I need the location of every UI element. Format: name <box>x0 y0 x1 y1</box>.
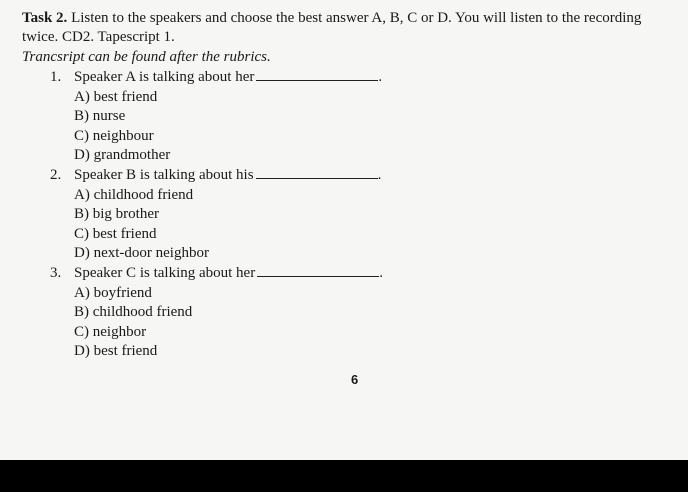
question-number: 2. <box>50 166 62 183</box>
question-number: 3. <box>50 264 62 281</box>
option-a: A) best friend <box>74 88 158 105</box>
bottom-black-bar <box>0 460 688 492</box>
option-b: B) childhood friend <box>74 304 193 321</box>
question-stem: Speaker A is talking about her <box>74 69 255 85</box>
question-1 <box>50 68 450 166</box>
answer-blank <box>257 264 379 277</box>
question-list <box>50 68 450 362</box>
answer-blank <box>256 166 378 179</box>
question-3 <box>50 264 450 362</box>
question-2 <box>50 166 450 264</box>
option-a: A) boyfriend <box>74 284 152 301</box>
option-d: D) best friend <box>74 343 158 360</box>
option-d: D) grandmother <box>74 147 171 164</box>
option-d: D) next-door neighbor <box>74 245 209 262</box>
question-number: 1. <box>50 69 62 85</box>
question-end: . <box>377 166 382 183</box>
page-number: 6 <box>351 372 359 387</box>
question-end: . <box>379 264 383 281</box>
option-a: A) childhood friend <box>74 186 194 203</box>
task-label: Task 2. <box>22 10 68 26</box>
task-instructions <box>22 9 672 47</box>
question-stem: Speaker C is talking about her <box>74 264 256 281</box>
option-c: C) neighbor <box>74 323 147 340</box>
question-stem: Speaker B is talking about his <box>74 166 254 183</box>
answer-blank <box>256 68 378 81</box>
option-c: C) neighbour <box>74 127 154 144</box>
option-b: B) big brother <box>74 206 159 223</box>
question-end: . <box>378 69 383 85</box>
option-b: B) nurse <box>74 108 126 125</box>
task-text: Listen to the speakers and choose the best answer A, B, C or D. You will listen to the recording twice. CD2. Tapescript 1. <box>22 10 642 45</box>
option-c: C) best friend <box>74 225 157 242</box>
transcript-note: Trancsript can be found after the rubrics. <box>22 49 271 65</box>
